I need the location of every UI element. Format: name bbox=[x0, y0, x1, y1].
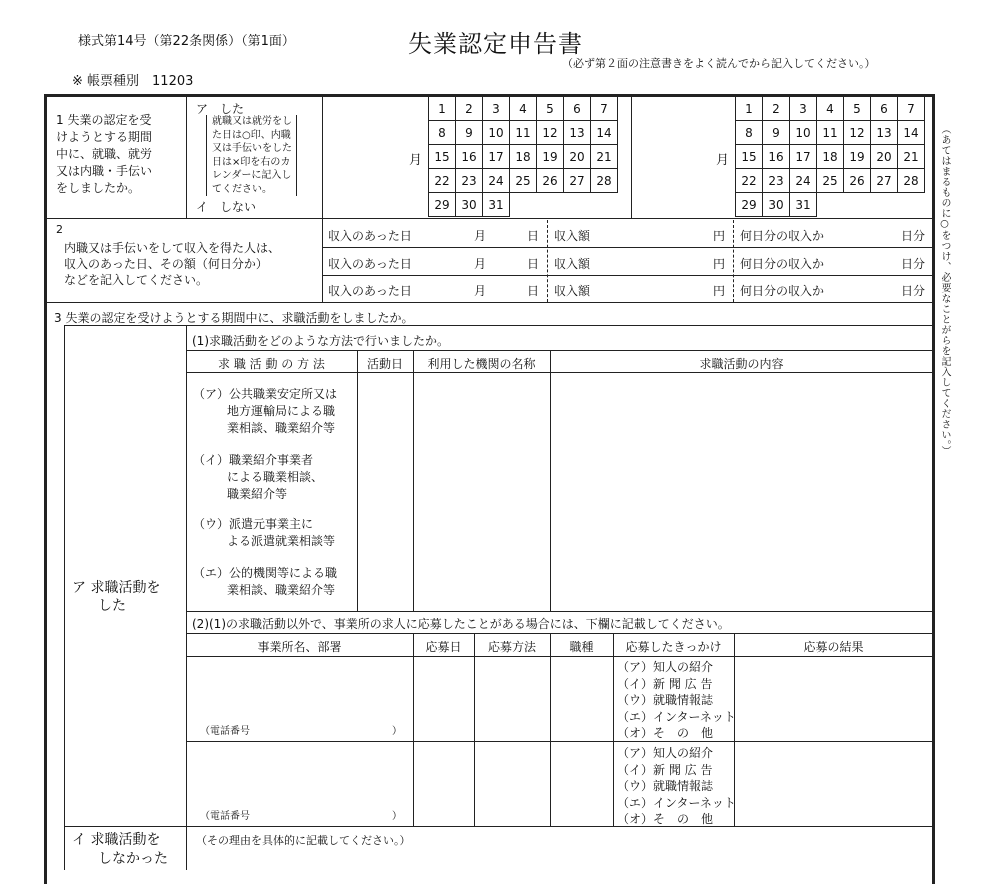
trigger-options-1[interactable]: （ア）知人の紹介 （イ）新 聞 広 告 （ウ）就職情報誌 （エ）インターネット （オ）そ の 他 bbox=[617, 660, 736, 740]
col-content-header: 求職活動の内容 bbox=[699, 357, 784, 371]
col-job-header: 職種 bbox=[569, 640, 594, 654]
method-e[interactable]: （エ）公的機関等による職 業相談、職業紹介等 bbox=[193, 566, 338, 597]
col-date-header: 活動日 bbox=[366, 357, 403, 371]
calendar2-month-label: 月 bbox=[716, 153, 730, 168]
col-apply-date-header: 応募日 bbox=[425, 640, 462, 654]
form-number: 様式第14号（第22条関係）（第1面） bbox=[78, 34, 295, 49]
q3-option-i[interactable]: イ 求職活動を しなかった bbox=[72, 832, 168, 867]
form-type: ※ 帳票種別 11203 bbox=[72, 74, 194, 89]
col-method-header: 求 職 活 動 の 方 法 bbox=[218, 357, 325, 371]
q2-instructions: 内職又は手伝いをして収入を得た人は、 収入のあった日、その額（何日分か） などを記入してください。 bbox=[64, 241, 281, 287]
col-result-header: 応募の結果 bbox=[803, 640, 864, 654]
q1-note: 就職又は就労をし た日は○印、内職 又は手伝いをした 日は×印を右のカ レンダーに記入し てください。 bbox=[206, 115, 297, 196]
col-apply-method-header: 応募方法 bbox=[487, 640, 536, 654]
q1-question: 1 失業の認定を受 けようとする期間 中に、就職、就労 又は内職・手伝い をしましたか。 bbox=[56, 113, 153, 195]
page-title: 失業認定申告書 bbox=[408, 30, 583, 58]
calendar1-month-label: 月 bbox=[409, 153, 423, 168]
q3-option-a[interactable]: ア 求職活動を した bbox=[72, 580, 161, 614]
method-u[interactable]: （ウ）派遣元事業主に よる派遣就業相談等 bbox=[193, 517, 336, 548]
q1-option-i[interactable]: イ しない bbox=[196, 200, 257, 214]
side-note: （あてはまるものに○をつけ、必要なことがらを記入してください。） bbox=[939, 124, 950, 456]
col-trigger-header: 応募したきっかけ bbox=[625, 640, 722, 654]
reason-note: （その理由を具体的に記載してください。） bbox=[196, 834, 411, 847]
q3-sub1-title: (1)求職活動をどのような方法で行いましたか。 bbox=[192, 334, 449, 348]
method-i[interactable]: （イ）職業紹介事業者 による職業相談、 職業紹介等 bbox=[193, 453, 324, 501]
col-org-header: 利用した機関の名称 bbox=[427, 357, 536, 371]
q3-question: 3 失業の認定を受けようとする期間中に、求職活動をしましたか。 bbox=[54, 311, 414, 325]
calendar-1: 1 2 3 4 5 6 7 8 9 10 11 12 13 14 15 16 17 18 19 20 21 22 23 24 25 26 27 28 29 30 31 bbox=[428, 96, 618, 217]
subtitle-note: （必ず第２面の注意書きをよく読んでから記入してください。） bbox=[562, 57, 876, 70]
trigger-options-2[interactable]: （ア）知人の紹介 （イ）新 聞 広 告 （ウ）就職情報誌 （エ）インターネット （オ）そ の 他 bbox=[617, 746, 736, 826]
method-a[interactable]: （ア）公共職業安定所又は 地方運輸局による職 業相談、職業紹介等 bbox=[193, 387, 338, 435]
q3-sub2-title: (2)(1)の求職活動以外で、事業所の求人に応募したことがある場合には、下欄に記載してください。 bbox=[192, 617, 730, 631]
col-company-header: 事業所名、部署 bbox=[257, 640, 342, 654]
q1-option-a[interactable]: ア した bbox=[196, 102, 245, 116]
q2-number: 2 bbox=[56, 223, 63, 236]
calendar-2: 1 2 3 4 5 6 7 8 9 10 11 12 13 14 15 16 17 18 19 20 21 22 23 24 25 26 27 28 29 30 31 bbox=[735, 96, 925, 217]
